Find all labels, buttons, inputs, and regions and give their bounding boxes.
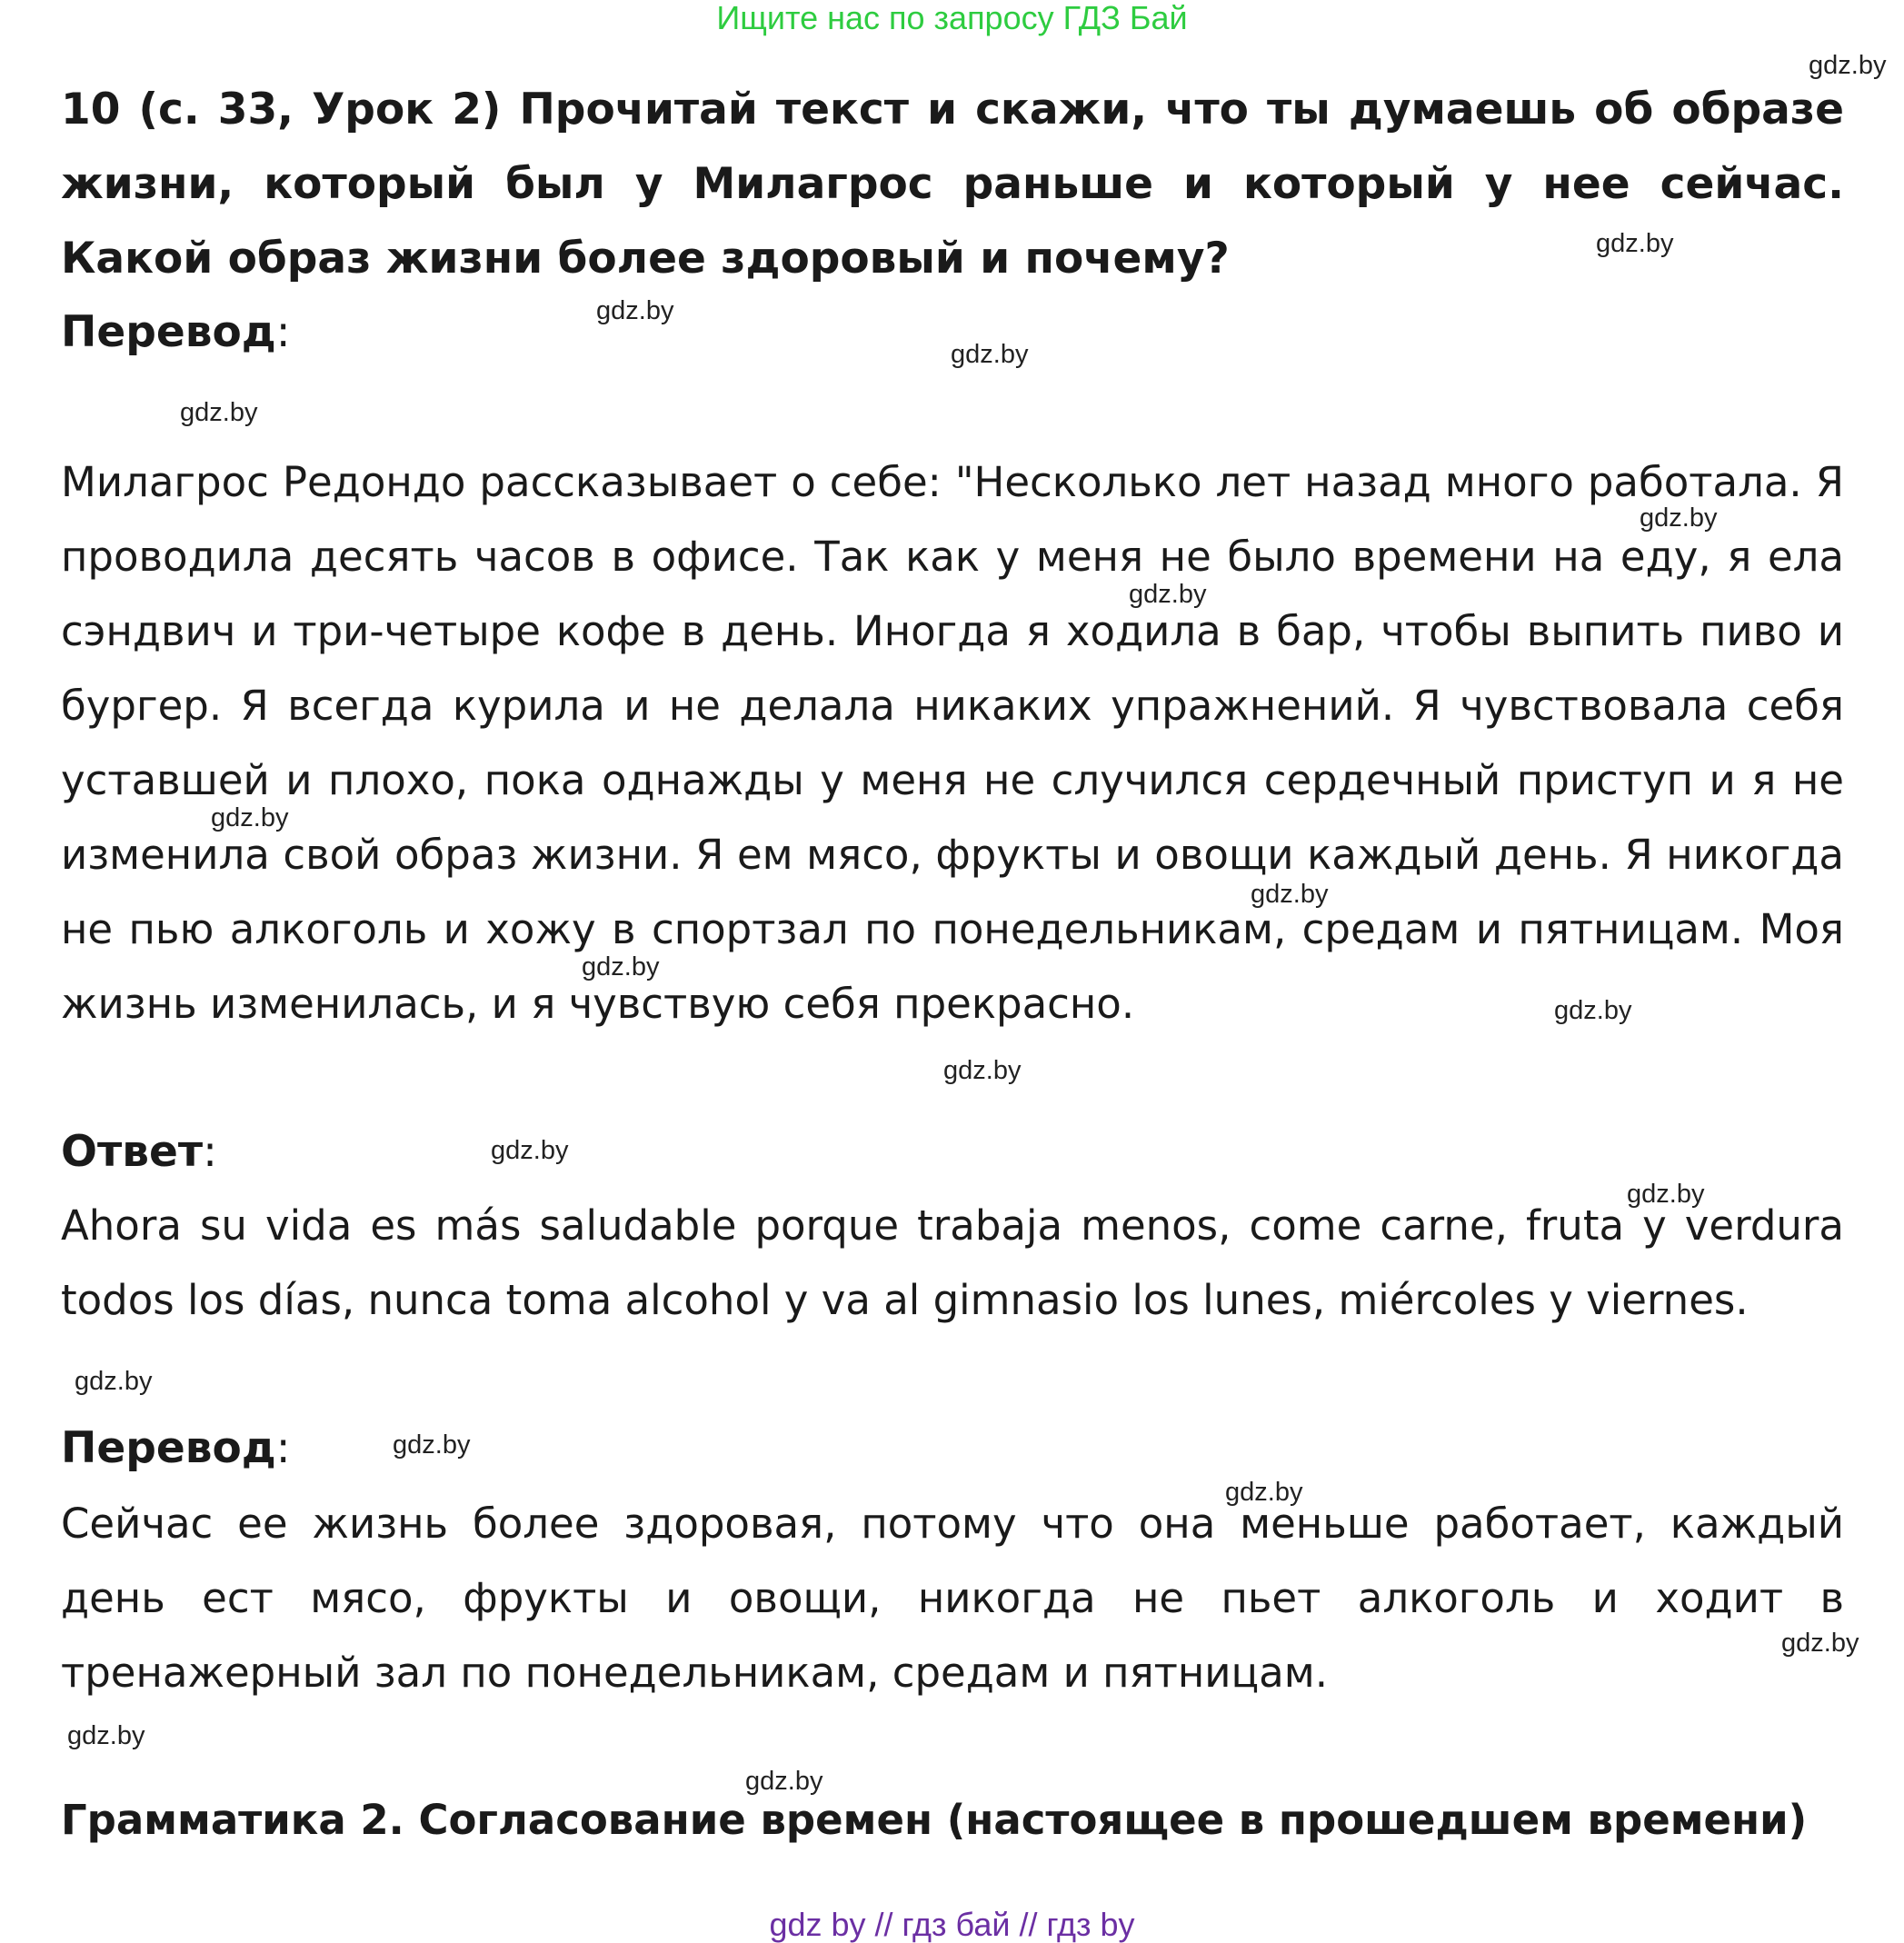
top-banner[interactable]: Ищите нас по запросу ГДЗ Бай (716, 0, 1188, 36)
watermark: gdz.by (67, 1721, 145, 1750)
footer-links[interactable]: gdz by // гдз бай // гдз by (769, 1906, 1135, 1943)
watermark: gdz.by (1640, 503, 1718, 533)
watermark: gdz.by (1596, 229, 1674, 258)
watermark: gdz.by (745, 1767, 823, 1796)
translation-label-2 (61, 1421, 291, 1476)
translation-label-1-colon: : (275, 307, 291, 357)
answer-text: Ahora su vida es más saludable porque trabaja menos, come carne, fruta y verdura todos los días, nunca toma alcohol y va al gimnasio los lunes, miércoles y viernes. (61, 1201, 1844, 1324)
watermark: gdz.by (582, 952, 660, 981)
translation-label-1-text: Перевод (61, 307, 276, 357)
translation-text-2: Сейчас ее жизнь более здоровая, потому что она меньше работает, каждый день ест мясо, фрукты и овощи, никогда не пьет алкоголь и ходит в тренажерный зал по понедельникам, средам и пятницам. (61, 1500, 1844, 1697)
translation-label-2-text: Перевод (61, 1423, 276, 1473)
watermark: gdz.by (1251, 880, 1329, 909)
answer-label-colon: : (203, 1127, 217, 1177)
watermark: gdz.by (1225, 1478, 1303, 1507)
answer-label-text: Ответ (61, 1127, 204, 1177)
answer-label (61, 1125, 217, 1180)
watermark: gdz.by (211, 803, 289, 832)
watermark: gdz.by (1129, 580, 1207, 609)
watermark: gdz.by (951, 340, 1029, 369)
watermark: gdz.by (1809, 51, 1887, 80)
translation-label-2-colon: : (275, 1423, 291, 1473)
watermark: gdz.by (393, 1430, 471, 1460)
translation-text-1: Милагрос Редондо рассказывает о себе: "Несколько лет назад много работала. Я проводила десять часов в офисе. Так как у меня не было времени на еду, я ела сэндвич и три-четыре кофе в день. Иногда я ходила в бар, чтобы выпить пиво и бургер. Я всегда курила и не делала никаких упражнений. Я чувствовала себя уставшей и плохо, пока однажды у меня не случился сердечный приступ и я не изменила свой образ жизни. Я ем мясо, фрукты и овощи каждый день. Я никогда не пью алкоголь и хожу в спортзал по понедельникам, средам и пятницам. Моя жизнь изменилась, и я чувствую себя прекрасно. (61, 458, 1844, 1028)
watermark: gdz.by (1554, 996, 1632, 1025)
task-heading: 10 (с. 33, Урок 2) Прочитай текст и скажи, что ты думаешь об образе жизни, который был у Милагрос раньше и который у нее сейчас. Какой образ жизни более здоровый и почему? (61, 85, 1844, 284)
watermark: gdz.by (943, 1056, 1022, 1085)
watermark: gdz.by (75, 1367, 153, 1396)
watermark: gdz.by (1627, 1180, 1705, 1209)
grammar-heading: Грамматика 2. Согласование времен (настоящее в прошедшем времени) (61, 1796, 1808, 1844)
watermark: gdz.by (596, 296, 674, 325)
watermark: gdz.by (180, 398, 258, 427)
watermark: gdz.by (491, 1136, 569, 1165)
watermark: gdz.by (1781, 1629, 1859, 1658)
translation-label-1 (61, 305, 291, 360)
